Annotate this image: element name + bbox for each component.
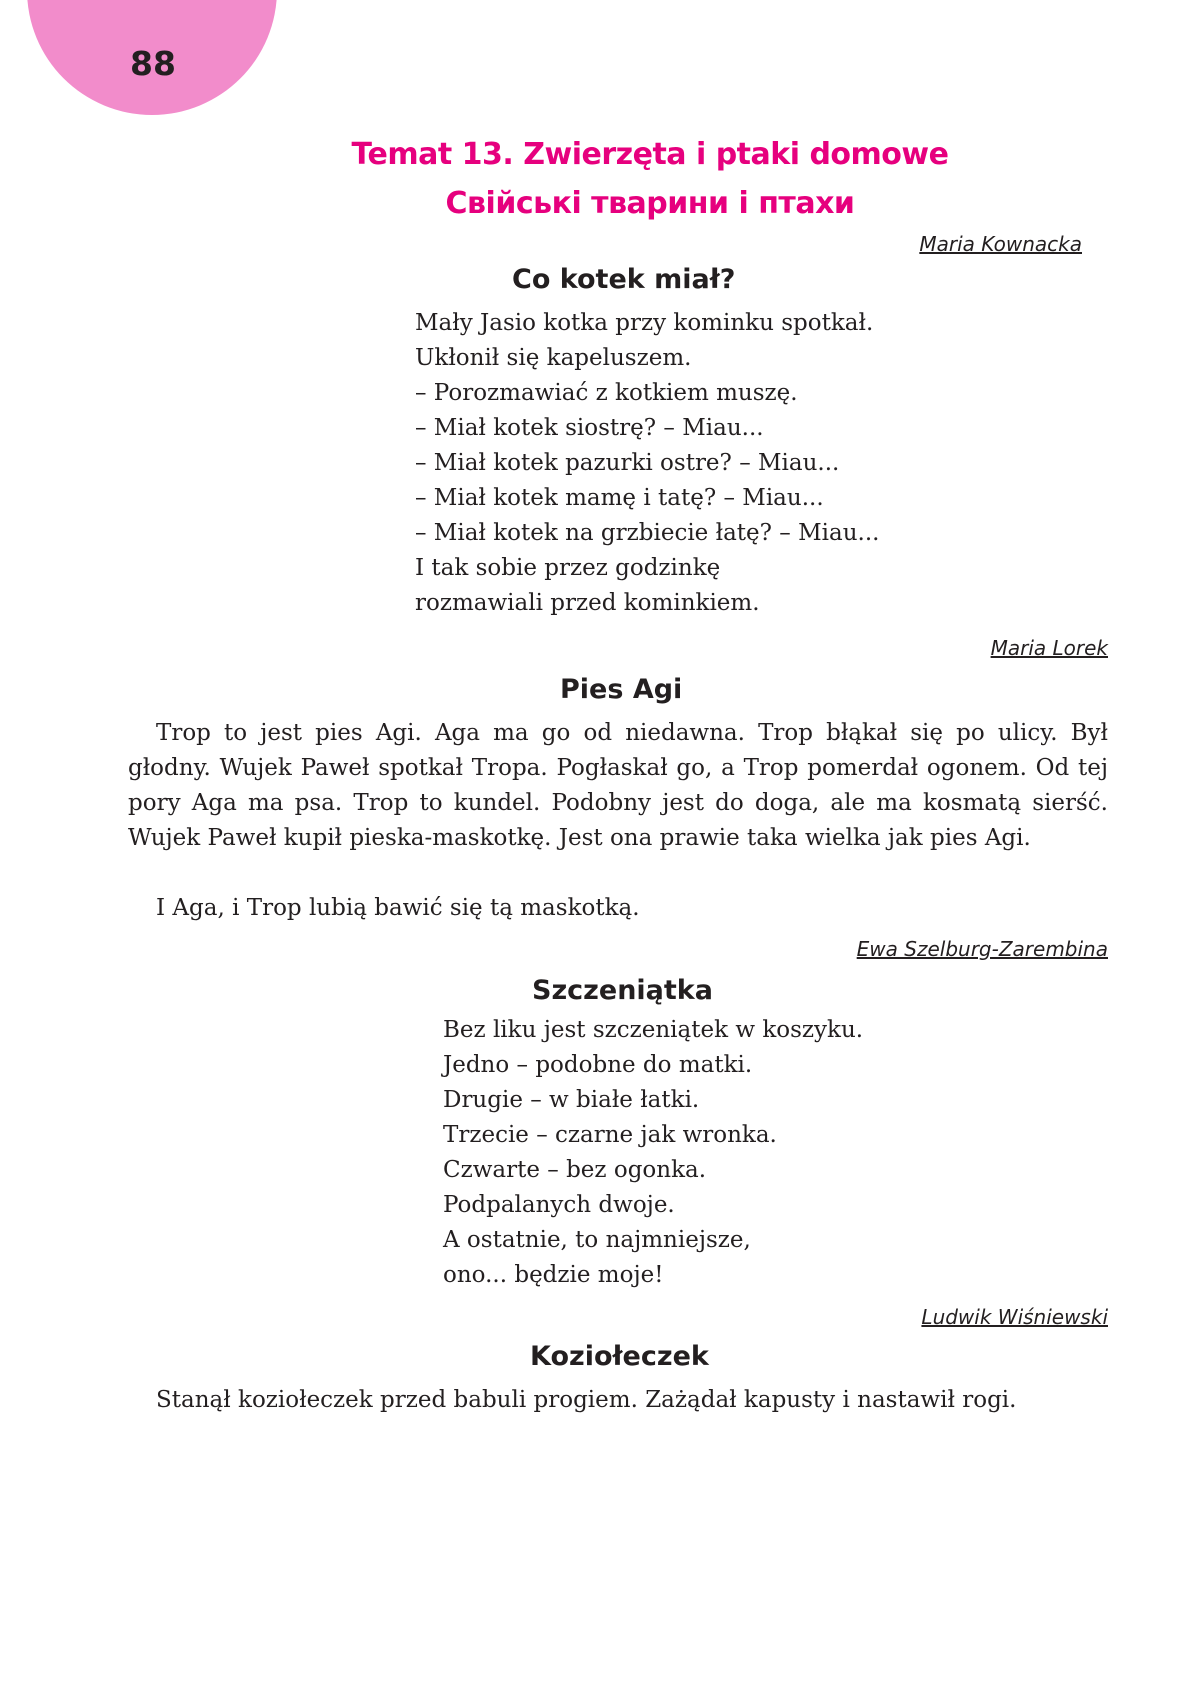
- poem-line: – Miał kotek na grzbiecie łatę? – Miau...: [415, 520, 880, 546]
- poem-line: Jedno – podobne do matki.: [443, 1052, 753, 1078]
- author-ewa-szelburg-zarembina: Ewa Szelburg-Zarembina: [856, 937, 1108, 961]
- poem-line: Drugie – w białe łatki.: [443, 1087, 700, 1113]
- poem-line: Bez liku jest szczeniątek w koszyku.: [443, 1017, 864, 1043]
- author-maria-lorek: Maria Lorek: [990, 636, 1108, 660]
- poem-title-szczeniatka: Szczeniątka: [532, 975, 713, 1006]
- poem-line: I tak sobie przez godzinkę: [415, 555, 721, 581]
- poem-line: A ostatnie, to najmniejsze,: [443, 1227, 751, 1253]
- story-title-pies-agi: Pies Agi: [560, 674, 683, 705]
- poem-line: – Miał kotek mamę i tatę? – Miau...: [415, 485, 824, 511]
- page-number: 88: [130, 44, 176, 83]
- poem-line: Podpalanych dwoje.: [443, 1192, 675, 1218]
- poem-line: Trzecie – czarne jak wronka.: [443, 1122, 777, 1148]
- topic-heading: [0, 137, 1190, 172]
- topic-prefix: Temat 13.: [351, 137, 524, 172]
- story-title-koziołeczek: Koziołeczek: [530, 1341, 709, 1372]
- topic-title-polish: Zwierzęta i ptaki domowe: [523, 137, 949, 172]
- story-paragraph: Trop to jest pies Agi. Aga ma go od niedawna. Trop błąkał się po ulicy. Był głodny. Wujek Paweł spotkał Tropa. Pogłaskał go, a Trop pomerdał ogonem. Od tej pory Aga ma psa. Trop to kundel. Podobny jest do doga, ale ma kosmatą sierść. Wujek Paweł kupił pieska-maskotkę. Jest ona prawie taka wielka jak pies Agi.: [128, 720, 1108, 851]
- author-maria-kownacka: Maria Kownacka: [919, 232, 1082, 256]
- poem-line: rozmawiali przed kominkiem.: [415, 590, 760, 616]
- poem-line: – Miał kotek siostrę? – Miau...: [415, 415, 764, 441]
- poem-szczeniatka: [443, 1013, 863, 1293]
- poem-line: ono... będzie moje!: [443, 1262, 664, 1288]
- poem-line: – Miał kotek pazurki ostre? – Miau...: [415, 450, 840, 476]
- poem-line: Ukłonił się kapeluszem.: [415, 345, 692, 371]
- poem-line: Mały Jasio kotka przy kominku spotkał.: [415, 310, 874, 336]
- poem-title-co-kotek-mial: Co kotek miał?: [512, 264, 736, 295]
- poem-co-kotek-mial: [415, 306, 879, 621]
- poem-line: Czwarte – bez ogonka.: [443, 1157, 707, 1183]
- topic-title-ukrainian: Свійські тварини і птахи: [445, 186, 855, 221]
- story-paragraph: I Aga, i Trop lubią bawić się tą maskotką.: [156, 895, 640, 921]
- story-paragraph: Stanął koziołeczek przed babuli progiem. Zażądał kapusty i nastawił rogi.: [156, 1387, 1017, 1413]
- author-ludwik-wisniewski: Ludwik Wiśniewski: [921, 1305, 1108, 1329]
- poem-line: – Porozmawiać z kotkiem muszę.: [415, 380, 798, 406]
